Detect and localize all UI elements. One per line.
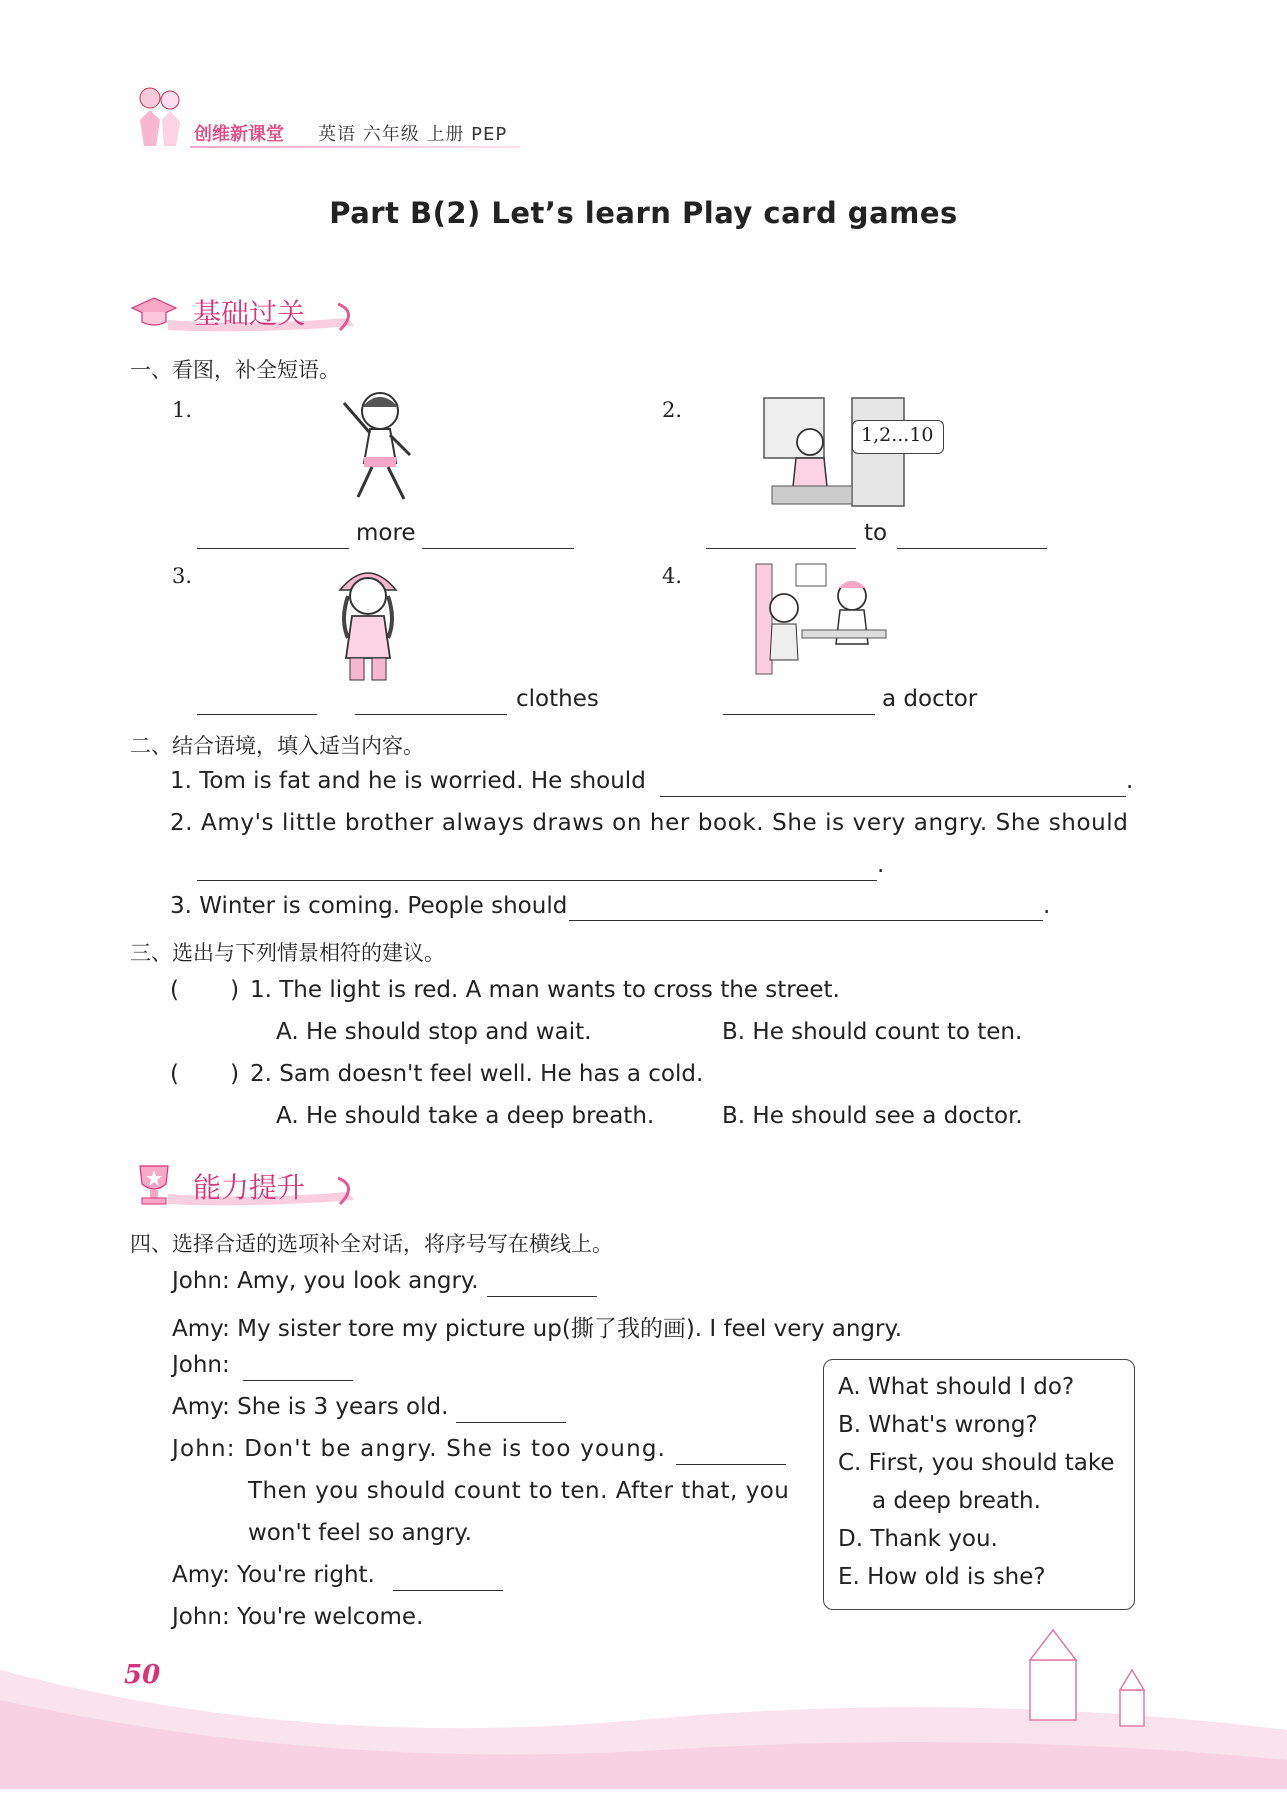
option-b: B. What's wrong?	[838, 1412, 1038, 1438]
q2-item1-blank[interactable]	[660, 796, 1126, 797]
dialogue-line-5: John: Don't be angry. She is too young.	[172, 1436, 667, 1462]
header-subtitle: 英语 六年级 上册 PEP	[318, 124, 508, 145]
dialogue-blank-1[interactable]	[487, 1296, 597, 1297]
q2-item3-period: .	[1043, 893, 1051, 919]
q1-item1-word: more	[356, 520, 416, 546]
dialogue-line-1: John: Amy, you look angry.	[172, 1268, 479, 1294]
q1-item1-number: 1.	[172, 398, 193, 422]
section-label-advanced: 能力提升	[193, 1171, 306, 1204]
q1-item2-number: 2.	[662, 398, 683, 422]
q1-item2-blank-b[interactable]	[897, 548, 1047, 549]
q1-item4-word: a doctor	[882, 686, 978, 712]
page-title: Part B(2) Let’s learn Play card games	[329, 196, 958, 230]
q3-item2-stem: 2. Sam doesn't feel well. He has a cold.	[250, 1061, 704, 1087]
dialogue-blank-2[interactable]	[243, 1380, 353, 1381]
dialogue-line-6: Then you should count to ten. After that, you	[248, 1478, 790, 1504]
q3-item1-option-b: B. He should count to ten.	[722, 1019, 1023, 1045]
q2-heading: 二、结合语境，填入适当内容。	[130, 734, 424, 758]
q3-item2-option-b: B. He should see a doctor.	[722, 1103, 1023, 1129]
q3-item2-option-a: A. He should take a deep breath.	[276, 1103, 655, 1129]
option-e: E. How old is she?	[838, 1564, 1046, 1590]
dialogue-blank-4[interactable]	[676, 1464, 786, 1465]
footer-decoration	[0, 1600, 1287, 1789]
doctor-visit-image	[752, 560, 896, 684]
q1-item3-number: 3.	[172, 564, 193, 588]
q1-item4-number: 4.	[662, 564, 683, 588]
option-a: A. What should I do?	[838, 1374, 1075, 1400]
q3-item1-stem: 1. The light is red. A man wants to cross the street.	[250, 977, 840, 1003]
q1-item3-blank-a[interactable]	[197, 714, 317, 715]
q2-item3-blank[interactable]	[569, 920, 1043, 921]
girl-exercising-image	[330, 385, 422, 509]
section-label-basic: 基础过关	[193, 297, 306, 330]
q2-item2-period: .	[877, 852, 885, 878]
q3-item1-paren[interactable]: ( )	[170, 977, 240, 1003]
dialogue-line-8: Amy: You're right.	[172, 1562, 375, 1588]
q1-item1-blank-b[interactable]	[422, 548, 574, 549]
page-number: 50	[124, 1660, 161, 1690]
header-brand: 创维新课堂	[194, 124, 284, 145]
q3-item2-paren[interactable]: ( )	[170, 1061, 240, 1087]
q1-heading: 一、看图，补全短语。	[130, 358, 340, 382]
q1-item3-blank-b[interactable]	[355, 714, 507, 715]
q1-item4-blank[interactable]	[723, 714, 875, 715]
option-c: C. First, you should take	[838, 1450, 1115, 1476]
option-d: D. Thank you.	[838, 1526, 998, 1552]
girl-warm-clothes-image	[326, 560, 410, 686]
dialogue-line-9: John: You're welcome.	[172, 1604, 424, 1630]
q2-item2-blank[interactable]	[197, 880, 877, 881]
q1-item3-word: clothes	[516, 686, 599, 712]
q2-item1-text: 1. Tom is fat and he is worried. He should	[170, 768, 646, 794]
q1-item2-word: to	[864, 520, 888, 546]
dialogue-line-7: won't feel so angry.	[248, 1520, 472, 1546]
q3-item1-option-a: A. He should stop and wait.	[276, 1019, 592, 1045]
header-illustration	[128, 80, 188, 152]
trophy-icon	[140, 1166, 168, 1204]
speech-bubble	[852, 420, 944, 454]
q3-heading: 三、选出与下列情景相符的建议。	[130, 941, 445, 965]
q1-item2-blank-a[interactable]	[706, 548, 856, 549]
dialogue-line-2: Amy: My sister tore my picture up(撕了我的画). I feel very angry.	[172, 1316, 903, 1342]
dialogue-line-4: Amy: She is 3 years old.	[172, 1394, 449, 1420]
dialogue-blank-3[interactable]	[456, 1422, 566, 1423]
q2-item2-text: 2. Amy's little brother always draws on her book. She is very angry. She should	[170, 810, 1129, 836]
q1-item1-blank-a[interactable]	[197, 548, 349, 549]
q2-item3-text: 3. Winter is coming. People should	[170, 893, 568, 919]
q4-heading: 四、选择合适的选项补全对话，将序号写在横线上。	[130, 1232, 613, 1256]
option-c-cont: a deep breath.	[872, 1488, 1041, 1514]
q2-item1-period: .	[1126, 768, 1134, 794]
castle-icon	[1030, 1630, 1144, 1726]
dialogue-line-3: John:	[172, 1352, 230, 1378]
options-box	[823, 1359, 1135, 1610]
dialogue-blank-5[interactable]	[393, 1590, 503, 1591]
speech-bubble-text: 1,2...10	[861, 424, 934, 446]
header-divider	[190, 146, 520, 148]
